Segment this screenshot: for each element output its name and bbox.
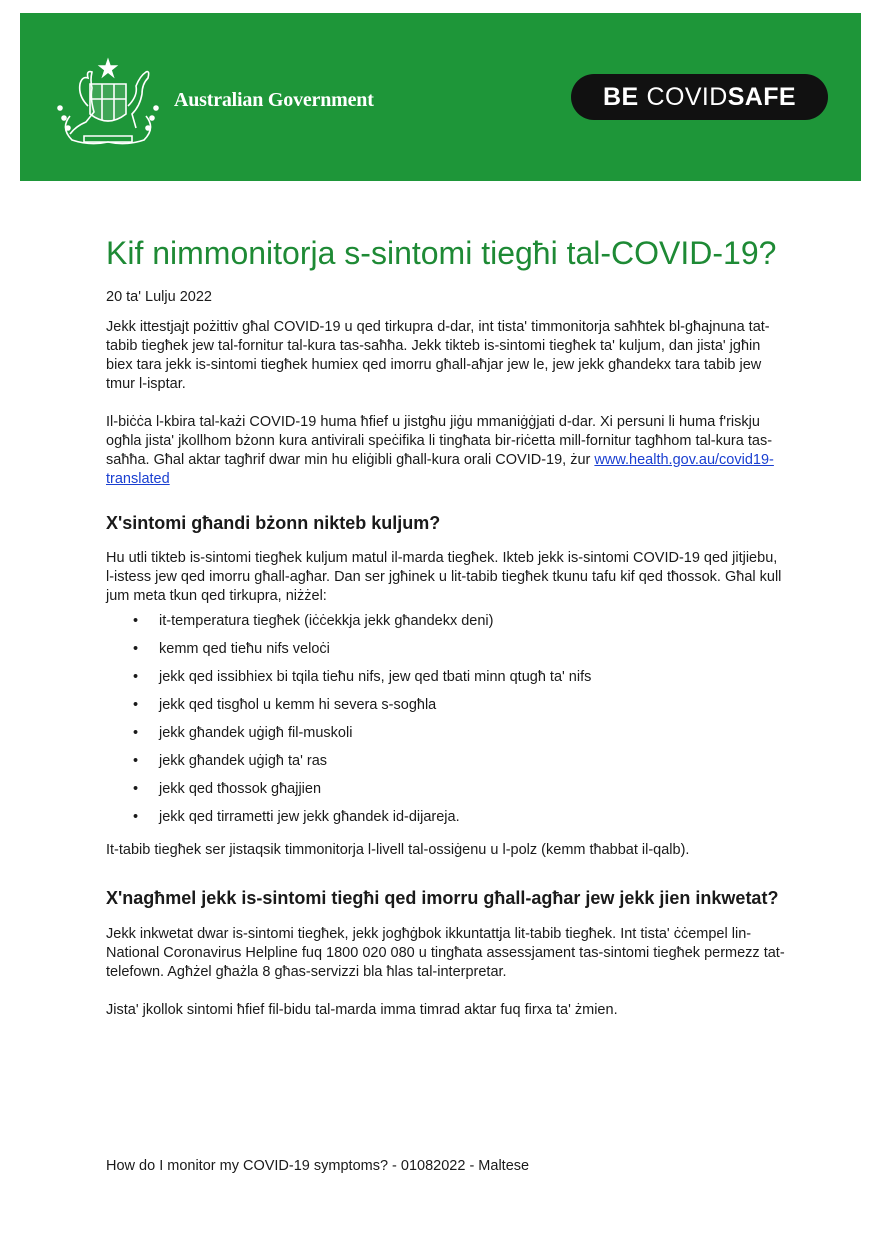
list-item — [106, 696, 786, 724]
page-footer: How do I monitor my COVID-19 symptoms? - 01082022 - Maltese — [106, 1158, 530, 1174]
badge-safe: SAFE — [727, 82, 796, 111]
symptom-text: jekk għandek uġigħ ta' ras — [159, 753, 328, 769]
coat-of-arms-icon — [50, 56, 166, 148]
be-covidsafe-badge — [571, 74, 828, 120]
list-item — [106, 808, 786, 836]
section-heading-worsening: X'nagħmel jekk is-sintomi tiegħi qed imorru għall-agħar jew jekk jien inkwetat? — [106, 888, 779, 908]
intro-paragraph: Jekk ittestjajt pożittiv għal COVID-19 u qed tirkupra d-dar, int tista' timmonitorja saħħtek bl-għajnuna tat-tabib tiegħek jew tal-fornitur tal-kura tas-saħħa. Jekk tikteb is-sintomi tiegħek ta' kuljum, dan jista' jgħin biex tara jekk is-sintomi tiegħek humiex qed imorru għall-aħjar jew le, jew jekk għandekx tara tabib jew tmur l-isptar. — [106, 319, 770, 392]
bullet-point: • — [133, 725, 139, 741]
document-body — [106, 230, 786, 1020]
section-heading-symptoms: X'sintomi għandi bżonn nikteb kuljum? — [106, 513, 441, 533]
symptom-text: kemm qed tieħu nifs veloċi — [159, 641, 330, 657]
list-item — [106, 668, 786, 696]
bullet-point: • — [133, 753, 139, 769]
list-item — [106, 640, 786, 668]
symptom-text: jekk qed tħossok għajjien — [159, 781, 322, 797]
government-name: Australian Government — [174, 89, 374, 111]
symptoms-intro: Hu utli tikteb is-sintomi tiegħek kuljum matul il-marda tiegħek. Ikteb jekk is-sintomi COVID-19 qed jitjiebu, l-istess jew qed imorru għall-agħar. Dan ser jgħinek u lit-tabib tiegħek tkunu tafu kif qed tħossok. Għal kull jum meta tkun qed tirkupra, niżżel: — [106, 550, 782, 604]
symptom-list — [106, 612, 786, 836]
symptom-text: jekk qed issibhiex bi tqila tieħu nifs, jew qed tbati minn qtugħ ta' nifs — [159, 669, 592, 685]
symptom-text: it-temperatura tiegħek (iċċekkja jekk għandekx deni) — [159, 613, 494, 629]
bullet-point: • — [133, 697, 139, 713]
symptom-text: jekk qed tisgħol u kemm hi severa s-sogħla — [159, 697, 437, 713]
health-gov-link[interactable]: www.health.gov.au/covid19-translated — [106, 452, 774, 487]
page-title: Kif nimmonitorja s-sintomi tiegħi tal-COVID-19? — [106, 235, 777, 271]
list-item — [106, 724, 786, 752]
bullet-point: • — [133, 613, 139, 629]
list-item — [106, 780, 786, 808]
oxygen-note: It-tabib tiegħek ser jistaqsik timmonitorja l-livell tal-ossiġenu u l-polz (kemm tħabbat il-qalb). — [106, 842, 690, 858]
badge-be: BE — [603, 82, 639, 111]
badge-covid: COVID — [646, 82, 728, 111]
symptom-text: jekk għandek uġigħ fil-muskoli — [159, 725, 353, 741]
mild-symptoms-paragraph: Jista' jkollok sintomi ħfief fil-bidu tal-marda imma timrad aktar fuq firxa ta' żmien. — [106, 1002, 618, 1018]
eligibility-text: Il-biċċa l-kbira tal-każi COVID-19 huma ħfief u jistgħu jiġu mmaniġġjati d-dar. Xi persuni li huma f'riskju ogħla jista' jkollhom bżonn kura antivirali speċifika li tingħata bir-riċetta mill-fornitur tagħhom tal-kura tas-saħħa. Għal aktar tagħrif dwar min hu eliġibli għall-kura orali COVID-19, żur — [106, 414, 773, 468]
header-banner — [20, 13, 861, 181]
bullet-point: • — [133, 781, 139, 797]
bullet-point: • — [133, 641, 139, 657]
list-item — [106, 612, 786, 640]
eligibility-paragraph — [106, 413, 786, 489]
bullet-point: • — [133, 809, 139, 825]
symptom-text: jekk qed tirrametti jew jekk għandek id-dijareja. — [159, 809, 460, 825]
bullet-point: • — [133, 669, 139, 685]
helpline-paragraph: Jekk inkwetat dwar is-sintomi tiegħek, jekk jogħġbok ikkuntattja lit-tabib tiegħek. Int tista' ċċempel lin-National Coronavirus Helpline fuq 1800 020 080 u tingħata assessjament tas-sintomi tiegħek permezz tat-telefown. Agħżel għażla 8 għas-servizzi bla ħlas tal-interpretar. — [106, 926, 785, 980]
publish-date: 20 ta' Lulju 2022 — [106, 289, 212, 305]
list-item — [106, 752, 786, 780]
